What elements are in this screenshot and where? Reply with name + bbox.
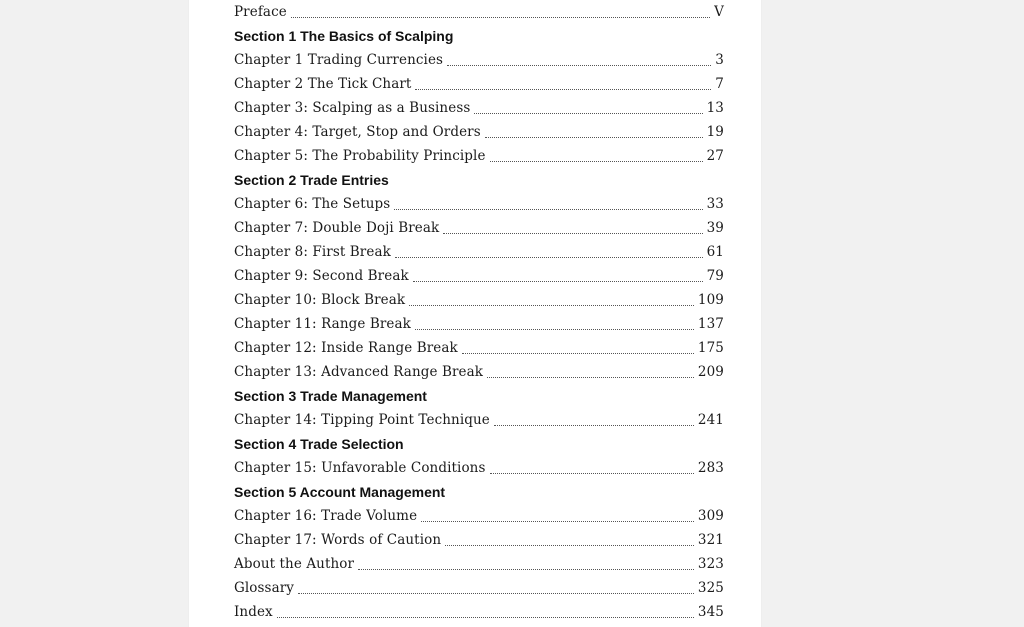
entry-title: Chapter 13: Advanced Range Break (234, 364, 484, 380)
entry-page-number: 19 (706, 124, 724, 140)
entry-title: Chapter 12: Inside Range Break (234, 340, 458, 356)
toc-entry (234, 552, 724, 576)
section-title: Section 5 Account Management (234, 484, 446, 500)
entry-title: Chapter 5: The Probability Principle (234, 148, 486, 164)
entry-page-number: 109 (697, 292, 724, 308)
entry-title: Chapter 7: Double Doji Break (234, 220, 440, 236)
toc-entry (234, 576, 724, 600)
entry-page-number: V (714, 4, 724, 20)
toc-section-heading (234, 432, 724, 456)
toc-entry (234, 600, 724, 624)
entry-page-number: 283 (697, 460, 724, 476)
entry-title: Index (234, 604, 273, 620)
entry-title: Chapter 4: Target, Stop and Orders (234, 124, 481, 140)
dot-leader (277, 616, 694, 618)
section-title: Section 1 The Basics of Scalping (234, 28, 454, 44)
toc-section-heading (234, 24, 724, 48)
toc-entry (234, 264, 724, 288)
dot-leader (490, 472, 694, 474)
dot-leader (494, 424, 694, 426)
dot-leader (358, 568, 694, 570)
dot-leader (485, 136, 703, 138)
entry-page-number: 7 (715, 76, 724, 92)
dot-leader (474, 112, 702, 114)
toc-section-heading (234, 384, 724, 408)
toc-entry (234, 504, 724, 528)
dot-leader (447, 64, 711, 66)
entry-title: Chapter 10: Block Break (234, 292, 406, 308)
toc-entry (234, 288, 724, 312)
dot-leader (395, 256, 703, 258)
entry-title: Chapter 6: The Setups (234, 196, 391, 212)
dot-leader (298, 592, 694, 594)
dot-leader (490, 160, 703, 162)
entry-page-number: 325 (697, 580, 724, 596)
entry-page-number: 209 (697, 364, 724, 380)
entry-title: Chapter 1 Trading Currencies (234, 52, 444, 68)
entry-page-number: 33 (706, 196, 724, 212)
entry-page-number: 175 (697, 340, 724, 356)
entry-page-number: 345 (697, 604, 724, 620)
entry-page-number: 241 (697, 412, 724, 428)
dot-leader (394, 208, 702, 210)
document-page (189, 0, 761, 627)
entry-title: Chapter 11: Range Break (234, 316, 411, 332)
toc-entry (234, 120, 724, 144)
dot-leader (415, 88, 711, 90)
toc-entry (234, 144, 724, 168)
entry-title: Chapter 2 The Tick Chart (234, 76, 412, 92)
entry-title: Chapter 3: Scalping as a Business (234, 100, 471, 116)
entry-page-number: 309 (697, 508, 724, 524)
dot-leader (462, 352, 694, 354)
table-of-contents (234, 0, 724, 624)
toc-entry (234, 528, 724, 552)
dot-leader (415, 328, 694, 330)
toc-entry (234, 216, 724, 240)
entry-title: Chapter 14: Tipping Point Technique (234, 412, 490, 428)
toc-entry (234, 456, 724, 480)
entry-title: Chapter 15: Unfavorable Conditions (234, 460, 486, 476)
toc-entry (234, 336, 724, 360)
dot-leader (409, 304, 694, 306)
toc-section-heading (234, 480, 724, 504)
entry-title: Chapter 9: Second Break (234, 268, 409, 284)
entry-title: About the Author (234, 556, 355, 572)
section-title: Section 3 Trade Management (234, 388, 427, 404)
toc-entry (234, 240, 724, 264)
dot-leader (421, 520, 694, 522)
entry-page-number: 13 (706, 100, 724, 116)
toc-entry (234, 48, 724, 72)
dot-leader (487, 376, 694, 378)
entry-page-number: 27 (706, 148, 724, 164)
entry-page-number: 137 (697, 316, 724, 332)
entry-title: Preface (234, 4, 287, 20)
toc-entry (234, 72, 724, 96)
toc-entry (234, 312, 724, 336)
entry-title: Chapter 8: First Break (234, 244, 391, 260)
entry-page-number: 61 (706, 244, 724, 260)
dot-leader (291, 16, 710, 18)
toc-entry (234, 360, 724, 384)
entry-title: Chapter 16: Trade Volume (234, 508, 418, 524)
entry-page-number: 3 (715, 52, 724, 68)
toc-entry (234, 96, 724, 120)
dot-leader (443, 232, 702, 234)
entry-page-number: 323 (697, 556, 724, 572)
entry-title: Glossary (234, 580, 295, 596)
entry-page-number: 79 (706, 268, 724, 284)
section-title: Section 4 Trade Selection (234, 436, 404, 452)
dot-leader (413, 280, 703, 282)
toc-section-heading (234, 168, 724, 192)
dot-leader (445, 544, 694, 546)
section-title: Section 2 Trade Entries (234, 172, 389, 188)
toc-entry (234, 0, 724, 24)
toc-entry (234, 192, 724, 216)
entry-title: Chapter 17: Words of Caution (234, 532, 442, 548)
toc-entry (234, 408, 724, 432)
entry-page-number: 321 (697, 532, 724, 548)
entry-page-number: 39 (706, 220, 724, 236)
